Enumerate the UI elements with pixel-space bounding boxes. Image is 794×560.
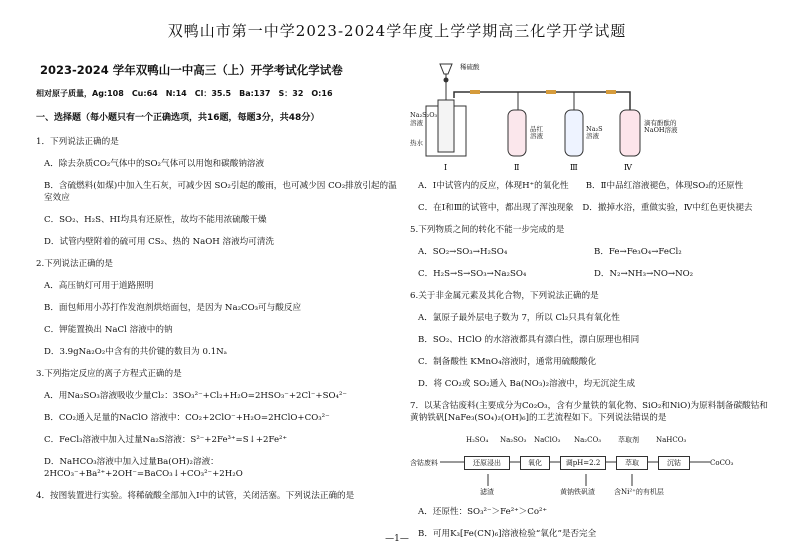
answer-option: A．Ⅰ中试管内的反应，体现H⁺的氧化性 B．Ⅱ中品红溶液褪色，体现SO₂的还原性 bbox=[418, 181, 744, 191]
reagent-h2so4: H₂SO₄ bbox=[466, 436, 489, 444]
connector-3 bbox=[606, 90, 616, 94]
option: D．N₂→NH₃→NO→NO₂ bbox=[594, 269, 694, 279]
question-stem: 6.关于非金属元素及其化合物，下列说法正确的是 bbox=[410, 291, 599, 301]
label-hot-water: 热水 bbox=[410, 139, 423, 147]
option: C．H₂S→S→SO₃→Na₂SO₄ bbox=[418, 269, 527, 279]
right-questions bbox=[410, 180, 770, 424]
question-stem: 7．以某含钴废料(主要成分为Co₂O₃，含有少量铁的氧化物、SiO₂和NiO)为原料制备碳酸钴和黄钠铁矾[NaFe₃(SO₄)₂(OH)₆]的工艺流程如下。下列说法错误的是 bbox=[410, 401, 768, 423]
label-dilute-acid: 稀硫酸 bbox=[460, 63, 480, 71]
label-solution: 溶液 bbox=[410, 119, 423, 127]
answer-option: C．SO₂、H₂S、HI均具有还原性，故均不能用浓硫酸干燥 bbox=[44, 215, 267, 225]
reagent-na2so3: Na₂SO₃ bbox=[500, 436, 527, 444]
step-precipitate-co: 沉钴 bbox=[658, 456, 690, 470]
answer-option: A．除去杂质CO₂气体中的SO₂气体可以用饱和碳酸钠溶液 bbox=[44, 159, 265, 169]
numeral-iv: Ⅳ bbox=[624, 163, 632, 172]
section-heading: 一、选择题（每小题只有一个正确选项，共16题，每题3分，共48分） bbox=[36, 113, 320, 123]
test-tube-iv bbox=[620, 110, 640, 156]
test-tube-one bbox=[438, 100, 454, 152]
test-tube-iii bbox=[565, 110, 583, 156]
answer-option: C．FeCl₃溶液中加入过量Na₂S溶液：S²⁻+2Fe³⁺=S↓+2Fe²⁺ bbox=[44, 435, 288, 445]
step-reduction-leach: 还原浸出 bbox=[464, 456, 510, 470]
option: B．Fe→Fe₃O₄→FeCl₂ bbox=[594, 247, 682, 257]
label-na2s: Na₂S溶液 bbox=[586, 125, 603, 140]
label-fuchsin: 品红溶液 bbox=[530, 125, 543, 140]
flow-start: 含钴废料 bbox=[410, 459, 438, 467]
right-option-pair bbox=[418, 268, 770, 280]
answer-option: B．SO₂、HClO 的水溶液都具有漂白性，漂白原理也相同 bbox=[418, 335, 640, 345]
answer-option: B．CO₂通入足量的NaClO 溶液中：CO₂+2ClO⁻+H₂O=2HClO+CO₃²⁻ bbox=[44, 413, 330, 423]
process-flow bbox=[410, 434, 770, 498]
gas-tube-1 bbox=[454, 92, 560, 98]
funnel-shape bbox=[440, 64, 452, 74]
numeral-iii: Ⅲ bbox=[570, 163, 578, 172]
reagent-extractant: 萃取剂 bbox=[618, 436, 639, 444]
question-stem: 5.下列物质之间的转化不能一步完成的是 bbox=[410, 225, 565, 235]
option: A．SO₂→SO₃→H₂SO₄ bbox=[418, 247, 508, 257]
answer-option: A．高压钠灯可用于道路照明 bbox=[44, 281, 154, 291]
answer-option: B．面包师用小苏打作发泡剂烘焙面包，是因为 Na₂CO₃可与酸反应 bbox=[44, 303, 302, 313]
left-column bbox=[36, 60, 398, 512]
question-stem: 3.下列指定反应的离子方程式正确的是 bbox=[36, 369, 182, 379]
answer-option: D．3.9gNa₂O₂中含有的共价键的数目为 0.1Nₐ bbox=[44, 347, 227, 357]
question-stem: 1．下列说法正确的是 bbox=[36, 137, 119, 147]
test-tube-ii bbox=[508, 110, 526, 156]
step-adjust-ph: 调pH=2.2 bbox=[560, 456, 606, 470]
connector-2 bbox=[546, 90, 556, 94]
step-oxidation: 氧化 bbox=[520, 456, 550, 470]
answer-option: A．用Na₂SO₃溶液吸收少量Cl₂：3SO₃²⁻+Cl₂+H₂O=2HSO₃⁻+2Cl⁻+SO₄²⁻ bbox=[44, 391, 347, 401]
answer-option: A．氯原子最外层电子数为 7，所以 Cl₂只具有氧化性 bbox=[418, 313, 620, 323]
answer-option: A．还原性：SO₃²⁻＞Fe²⁺＞Co²⁺ bbox=[418, 507, 548, 517]
step-extraction: 萃取 bbox=[616, 456, 648, 470]
stopcock-icon bbox=[444, 78, 449, 83]
answer-option: B．可用K₃[Fe(CN)₆]溶液检验“氧化”是否完全 bbox=[418, 529, 597, 539]
apparatus-svg bbox=[410, 60, 770, 176]
reagent-na2co3: Na₂CO₃ bbox=[574, 436, 602, 444]
page-title: 双鸭山市第一中学2023-2024学年度上学学期高三化学开学试题 bbox=[167, 22, 627, 40]
right-option-pair bbox=[418, 246, 770, 258]
output-organic-layer: 含Ni²⁺的有机层 bbox=[614, 488, 664, 496]
answer-option: C．钾能置换出 NaCl 溶液中的钠 bbox=[44, 325, 173, 335]
exam-title: 2023-2024 学年双鸭山一中高三（上）开学考试化学试卷 bbox=[40, 63, 343, 77]
answer-option: D．将 CO₂或 SO₂通入 Ba(NO₃)₂溶液中，均无沉淀生成 bbox=[418, 379, 636, 389]
label-thiosulfate: Na₂S₂O₃ bbox=[410, 111, 438, 119]
atomic-masses: 相对原子质量，Ag:108 Cu:64 N:14 Cl：35.5 Ba:137 S：32 O:16 bbox=[36, 89, 333, 98]
flow-product: CoCO₃ bbox=[710, 459, 734, 467]
apparatus-diagram bbox=[410, 60, 770, 176]
reagent-nahco3: NaHCO₃ bbox=[656, 436, 687, 444]
output-residue: 滤渣 bbox=[480, 488, 494, 496]
answer-option: D．试管内壁附着的硫可用 CS₂、热的 NaOH 溶液均可清洗 bbox=[44, 237, 275, 247]
question-stem: 4．按图装置进行实验。将稀硫酸全部加入Ⅰ中的试管，关闭活塞。下列说法正确的是 bbox=[36, 491, 355, 501]
answer-option: C．在Ⅰ和Ⅲ的试管中，都出现了浑浊现象 D．撤掉水浴，重做实验，Ⅳ中红色更快褪去 bbox=[418, 203, 753, 213]
label-naoh: 滴有酚酞的NaOH溶液 bbox=[644, 119, 678, 134]
numeral-ii: Ⅱ bbox=[514, 163, 520, 172]
answer-option: C．制备酸性 KMnO₄溶液时，通常用硫酸酸化 bbox=[418, 357, 597, 367]
reagent-naclo3: NaClO₃ bbox=[534, 436, 561, 444]
answer-option: D．NaHCO₃溶液中加入过量Ba(OH)₂溶液：2HCO₃⁻+Ba²⁺+2OH⁻=BaCO₃↓+CO₃²⁻+2H₂O bbox=[44, 457, 243, 479]
left-questions bbox=[36, 136, 398, 502]
output-jarosite: 黄钠铁矾渣 bbox=[560, 488, 595, 496]
page-number: —1— bbox=[385, 534, 409, 544]
connector-1 bbox=[470, 90, 480, 94]
right-column bbox=[410, 60, 770, 550]
answer-option: B．含硫燃料(如煤)中加入生石灰，可减少因 SO₂引起的酸雨，也可减少因 CO₂排放引起的温室效应 bbox=[44, 181, 397, 203]
numeral-i: Ⅰ bbox=[444, 163, 448, 172]
question-stem: 2.下列说法正确的是 bbox=[36, 259, 113, 269]
